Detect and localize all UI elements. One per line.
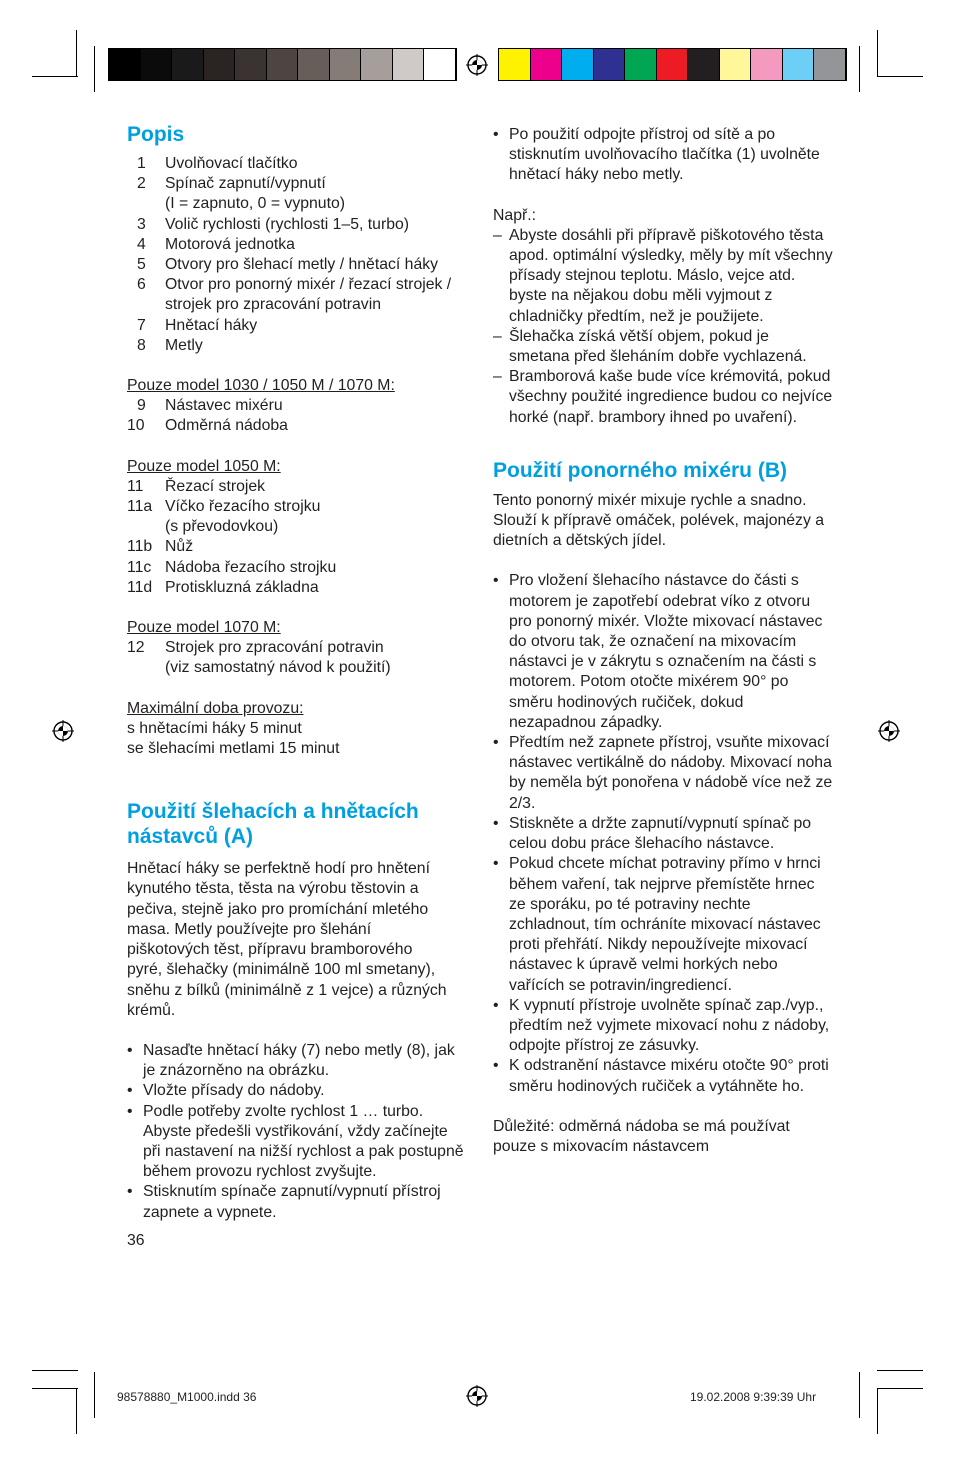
item-text: Nůž [165,538,194,556]
process-color-bar [498,48,847,81]
important-note: Důležité: odměrná nádoba se má používat pouze s mixovacím nástavcem [493,1117,790,1155]
crop-mark [877,1370,923,1371]
item-number: 8 [137,336,146,354]
dash-list [493,226,833,428]
registration-mark-icon [466,54,488,76]
item-text: Hnětací háky [165,316,258,334]
list-item [493,226,833,327]
bullet: • [127,1082,133,1100]
color-swatch [141,49,173,80]
parts-list [127,396,467,436]
bullet-text: Šlehačka získá větší objem, pokud je smetana před šleháním dobře vychlazená. [509,327,807,366]
bullet: – [493,226,502,244]
bullet-list [127,1041,467,1223]
item-number: 4 [137,235,146,253]
section-title-b: Použití ponorného mixéru (B) [493,458,787,482]
bullet: • [493,814,499,832]
section-a-paragraph: Hnětací háky se perfektně hodí pro hnětení kynutého těsta, těsta na výrobu těstovin a pečiva, stejně jako pro promíchání mletého masa. Metly používejte pro šlehání piškotových těst, přípravu bramborového pyré, šlehačky (minimálně 100 ml smetany), sněhu z bílků (minimálně z 1 vejce) a různých krémů. [127,860,447,1019]
left-column [127,122,467,1251]
item-number: 6 [137,276,146,294]
item-number: 11 [127,477,144,495]
gray-color-bar [108,48,457,81]
item-number: 11d [127,578,153,596]
crop-mark [32,1388,78,1389]
item-number: 5 [137,256,146,274]
color-swatch [204,49,236,80]
item-number: 12 [127,639,145,657]
bullet: • [493,996,499,1014]
item-text: Otvor pro ponorný mixér / řezací strojek / strojek pro zpracování potravin [165,276,452,314]
bullet: • [127,1183,133,1201]
bullet: • [127,1102,133,1120]
model-label: Pouze model 1030 / 1050 M / 1070 M: [127,377,395,395]
crop-mark [76,1388,77,1434]
bullet-text: Nasaďte hnětací háky (7) nebo metly (8), jak je znázorněno na obrázku. [143,1041,455,1080]
color-swatch [172,49,204,80]
crop-mark [859,1372,860,1418]
item-number: 10 [127,417,145,435]
bullet-text: Předtím než zapnete přístroj, vsuňte mixovací nástavec vertikálně do nádoby. Mixovací noha by neměla být ponořena v nádobě více než ze 2/3. [509,734,833,812]
bullet-text: K vypnutí přístroje uvolněte spínač zap./vyp., předtím než vyjmete mixovací nohu z nádoby, odpojte přístroj ze zásuvky. [509,996,830,1055]
color-swatch [751,49,783,80]
bullet: • [493,126,499,143]
bullet-text: Podle potřeby zvolte rychlost 1 … turbo. Abyste předešli vystřikování, vždy začínejte při nastavení na nižší rychlost a pak postupně během provozu rychlost zvyšujte. [143,1102,464,1181]
model-label: Pouze model 1050 M: [127,457,281,475]
bullet-text: Pokud chcete míchat potraviny přímo v hrnci během vaření, tak nejprve přemístěte hrnec ze sporáku, po té potraviny nechte zchladnout, tím ochráníte mixovací nástavec proti přehřátí. Nikdy nepoužívejte mixovací nástavec k úpravě velmi horkých nebo vařících se potravin/ingrediencí. [509,855,821,994]
parts-list [127,154,467,356]
color-swatch [267,49,299,80]
max-time-hooks: s hnětacími háky 5 minut [127,719,302,737]
color-swatch [594,49,626,80]
max-time-label: Maximální doba provozu: [127,699,304,717]
item-number: 11c [127,558,152,576]
bullet-text: Pro vložení šlehacího nástavce do části s motorem je zapotřebí odebrat víko z otvoru pro ponorný mixér. Vložte mixovací nástavec do otvoru tak, že označení na mixovacím nástavci je v zákrytu s označením na části s motorem. Potom otočte mixérem 90° po směru hodinových ručiček, dokud nezapadnou západky. [509,572,823,731]
crop-mark [76,30,77,76]
color-swatch [531,49,563,80]
list-item [127,215,467,235]
registration-mark-icon [878,720,900,742]
bullet: • [127,1041,133,1059]
list-item [493,125,833,186]
footer-date: 19.02.2008 9:39:39 Uhr [690,1390,817,1404]
crop-mark [94,1372,95,1418]
bullet-text: K odstranění nástavce mixéru otočte 90° proti směru hodinových ručiček a vytáhněte ho. [509,1057,829,1095]
item-text: Víčko řezacího strojku (s převodovkou) [165,498,321,536]
model-label: Pouze model 1070 M: [127,619,281,637]
item-text: Nádoba řezacího strojku [165,558,337,576]
bullet-text: Stisknutím spínače zapnutí/vypnutí přístroj zapnete a vypnete. [143,1183,441,1221]
list-item [127,558,467,578]
color-swatch [298,49,330,80]
color-swatch [235,49,267,80]
list-item [493,814,833,854]
crop-mark [32,76,78,77]
section-title-popis: Popis [127,123,185,146]
crop-mark [877,1388,878,1434]
color-swatch [424,49,456,80]
color-swatch [393,49,425,80]
color-swatch [814,49,846,80]
list-item [493,571,833,733]
color-swatch [109,49,141,80]
color-swatch [783,49,815,80]
item-text: Metly [165,336,203,354]
crop-mark [877,1388,923,1389]
list-item [127,1041,467,1081]
item-number: 7 [137,316,146,334]
color-swatch [657,49,689,80]
item-number: 9 [137,397,146,415]
list-item [127,1102,467,1183]
bullet: • [493,1057,499,1075]
item-text: Volič rychlosti (rychlosti 1–5, turbo) [165,215,410,233]
list-item [493,367,833,428]
item-text: Uvolňovací tlačítko [165,155,298,172]
crop-mark [94,46,95,92]
right-column [493,125,833,1157]
list-item [127,174,467,214]
item-number: 11a [127,498,153,516]
bullet: – [493,368,502,386]
list-item [127,497,467,537]
bullet-text: Stiskněte a držte zapnutí/vypnutí spínač po celou dobu práce šlehacího nástavce. [509,814,812,853]
item-text: Odměrná nádoba [165,417,288,435]
item-text: Spínač zapnutí/vypnutí (I = zapnuto, 0 = vypnuto) [165,175,346,213]
list-item [127,638,467,678]
color-swatch [499,49,531,80]
item-text: Řezací strojek [165,477,266,495]
list-item [127,255,467,275]
list-item [127,235,467,255]
list-item [493,1056,833,1096]
item-text: Strojek pro zpracování potravin (viz samostatný návod k použití) [165,639,391,677]
list-item [127,1081,467,1101]
list-item [493,327,833,367]
example-label: Např.: [493,206,537,224]
list-item [493,733,833,814]
item-number: 1 [137,155,146,172]
bullet: • [493,734,499,752]
crop-mark [877,30,878,76]
item-text: Motorová jednotka [165,235,295,253]
list-item [127,416,467,436]
item-number: 2 [137,175,146,193]
crop-mark [32,1370,78,1371]
registration-mark-icon [466,1385,488,1407]
list-item [127,1182,467,1222]
list-item [493,996,833,1057]
color-swatch [625,49,657,80]
crop-mark [859,46,860,92]
list-item [127,154,467,174]
list-item [127,336,467,356]
list-item [127,316,467,336]
color-swatch [688,49,720,80]
section-title-a: Použití šlehacích a hnětacích nástavců (A) [127,800,419,849]
item-text: Nástavec mixéru [165,397,283,415]
list-item [493,854,833,995]
bullet-text: Abyste dosáhli při přípravě piškotového těsta apod. optimální výsledky, měly by mít všechny přísady stejnou teplotu. Máslo, vejce atd. byste na nějakou dobu měli vyjmout z chladničky předtím, než je použijete. [509,226,833,325]
item-text: Protiskluzná základna [165,578,319,596]
bullet-list [493,571,833,1096]
item-text: Otvory pro šlehací metly / hnětací háky [165,256,439,274]
parts-list [127,638,467,678]
bullet-text: Po použití odpojte přístroj od sítě a po stisknutím uvolňovacího tlačítka (1) uvolněte hnětací háky nebo metly. [509,126,820,184]
color-swatch [330,49,362,80]
bullet-text: Bramborová kaše bude více krémovitá, pokud všechny použité ingredience budou co nejvíce horké (např. brambory ihned po uvaření). [509,368,833,426]
registration-mark-icon [52,720,74,742]
footer-file: 98578880_M1000.indd 36 [117,1390,257,1404]
bullet: • [493,572,499,590]
list-item [127,275,467,315]
page-number: 36 [127,1231,145,1249]
item-number: 3 [137,215,146,233]
color-swatch [562,49,594,80]
list-item [127,578,467,598]
bullet: – [493,327,502,345]
section-b-paragraph: Tento ponorný mixér mixuje rychle a snadno. Slouží k přípravě omáček, polévek, majonézy a dietních a dětských jídel. [493,491,825,550]
list-item [127,477,467,497]
list-item [127,396,467,416]
max-time-whisks: se šlehacími metlami 15 minut [127,740,340,758]
list-item [127,537,467,557]
crop-mark [877,76,923,77]
color-swatch [361,49,393,80]
parts-list [127,477,467,598]
color-swatch [720,49,752,80]
item-number: 11b [127,538,153,556]
bullet: • [493,855,499,873]
bullet-text: Vložte přísady do nádoby. [143,1082,325,1100]
